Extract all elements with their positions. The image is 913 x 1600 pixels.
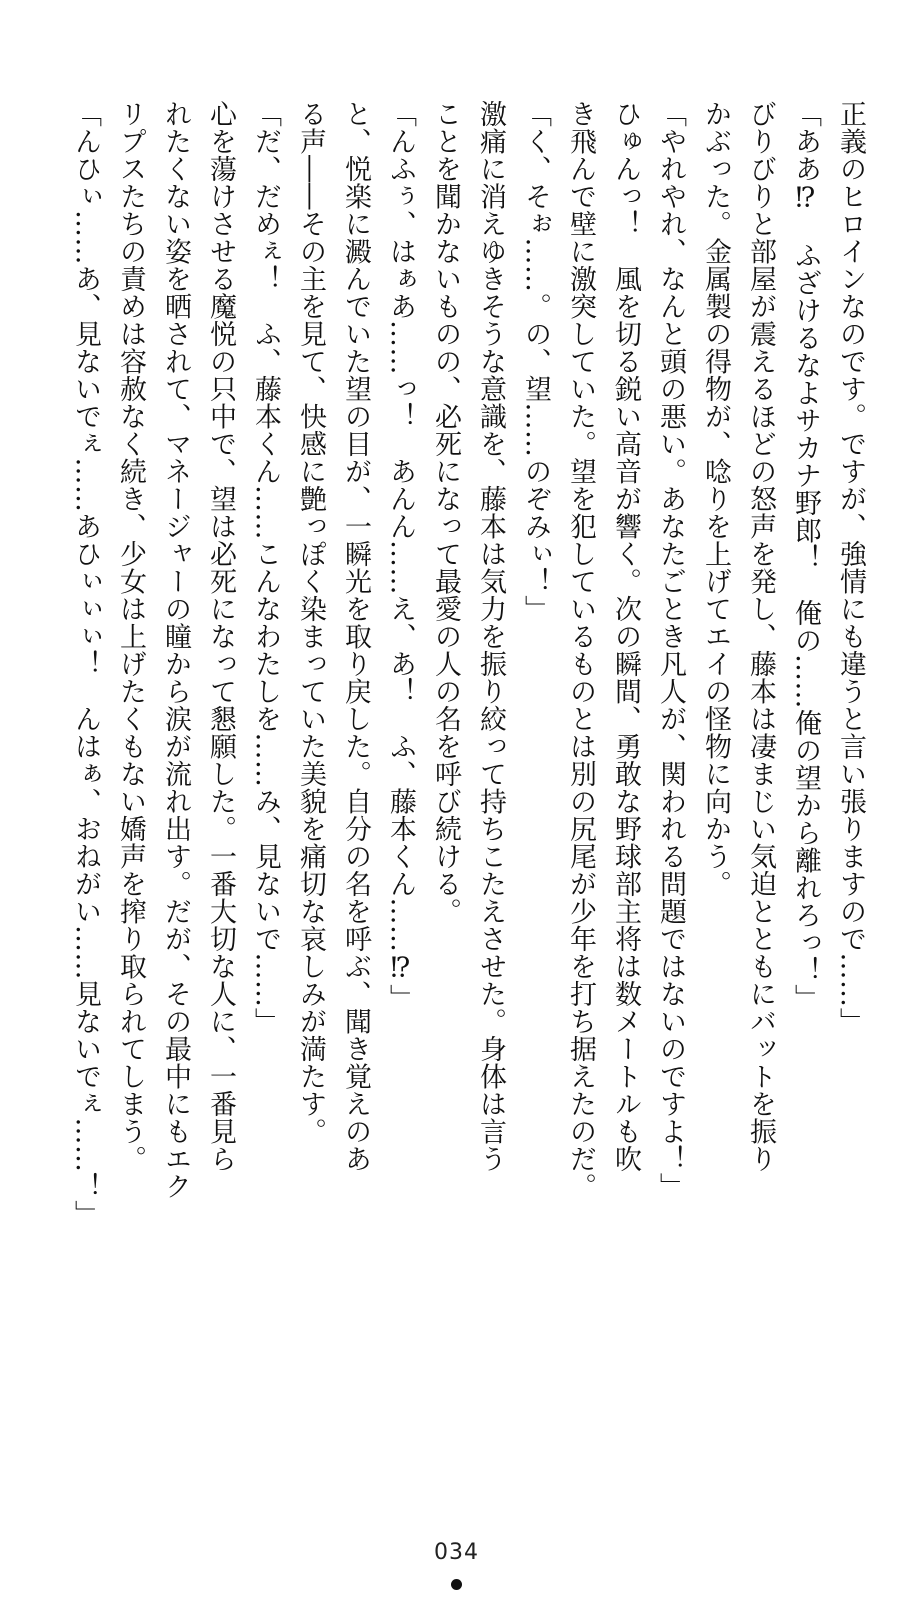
text-line-18: 「んひぃ……あ、見ないでぇ……あひぃぃぃ！ んはぁ、おねがい……見ないでぇ……！」 bbox=[70, 100, 101, 1228]
text-line-7: き飛んで壁に激突していた。望を犯しているものとは別の尻尾が少年を打ち据えたのだ。 bbox=[565, 100, 596, 1200]
text-line-15: 心を蕩けさせる魔悦の只中で、望は必死になって懇願した。一番大切な人に、一番見ら bbox=[205, 100, 236, 1173]
text-line-14: 「だ、だめぇ！ ふ、藤本くん……こんなわたしを……み、見ないで……」 bbox=[250, 100, 281, 1035]
novel-text-column-block bbox=[40, 100, 873, 1330]
text-line-10: ことを聞かないものの、必死になって最愛の人の名を呼び続ける。 bbox=[430, 100, 461, 925]
text-line-1: 正義のヒロインなのです。ですが、強情にも違うと言い張りますので……」 bbox=[835, 100, 866, 1035]
text-line-3: びりびりと部屋が震えるほどの怒声を発し、藤本は凄まじい気迫とともにバットを振り bbox=[745, 100, 776, 1173]
page-marker-dot bbox=[451, 1579, 462, 1590]
text-line-5: 「やれやれ、なんと頭の悪い。あなたごとき凡人が、関われる問題ではないのですよ！」 bbox=[655, 100, 686, 1200]
page-number: 034 bbox=[434, 1540, 479, 1565]
text-line-2: 「ああ⁉ ふざけるなよサカナ野郎！ 俺の……俺の望から離れろっ！」 bbox=[790, 100, 821, 1012]
text-line-17: リプスたちの責めは容赦なく続き、少女は上げたくもない嬌声を搾り取られてしまう。 bbox=[115, 100, 146, 1173]
text-line-11: 「んふぅ、はぁあ……っ！ あんん……え、あ！ ふ、藤本くん……⁉」 bbox=[385, 100, 416, 1012]
text-line-6: ひゅんっ！ 風を切る鋭い高音が響く。次の瞬間、勇敢な野球部主将は数メートルも吹 bbox=[610, 100, 641, 1173]
text-line-12: と、悦楽に澱んでいた望の目が、一瞬光を取り戻した。自分の名を呼ぶ、聞き覚えのあ bbox=[340, 100, 371, 1173]
text-line-16: れたくない姿を晒されて、マネージャーの瞳から涙が流れ出す。だが、その最中にもエク bbox=[160, 100, 191, 1200]
text-line-8: 「く、そぉ……。の、望……のぞみぃ！」 bbox=[520, 100, 551, 623]
text-line-13: る声――その主を見て、快感に艶っぽく染まっていた美貌を痛切な哀しみが満たす。 bbox=[295, 100, 326, 1145]
text-line-4: かぶった。金属製の得物が、唸りを上げてエイの怪物に向かう。 bbox=[700, 100, 731, 898]
text-line-9: 激痛に消えゆきそうな意識を、藤本は気力を振り絞って持ちこたえさせた。身体は言う bbox=[475, 100, 506, 1173]
